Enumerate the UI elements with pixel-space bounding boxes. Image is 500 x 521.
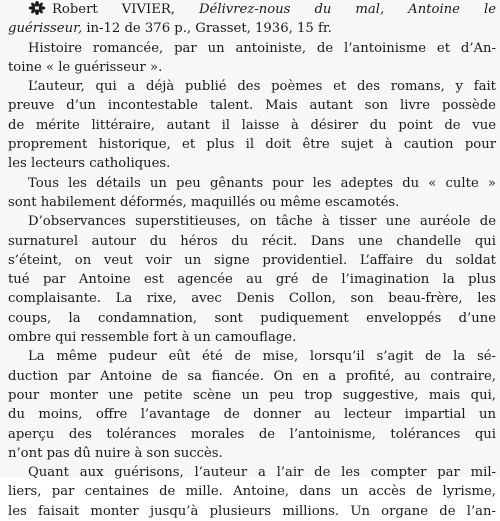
text-line: toine « le guérisseur ». bbox=[8, 59, 163, 75]
review-body bbox=[8, 39, 496, 521]
publication-details: in-12 de 376 p., Grasset, 1936, 15 fr. bbox=[86, 21, 332, 37]
text-line: sont habilement déformés, maquillés ou même escamotés. bbox=[8, 194, 400, 210]
author-name: Robert VIVIER, bbox=[52, 2, 175, 17]
text-line: L’auteur, qui a déjà publié des poèmes et des romans, y fait bbox=[28, 79, 496, 95]
text-line: s’éteint, on veut voir un signe providentiel. L’affaire du soldat bbox=[8, 252, 496, 268]
text-line: La même pudeur eût été de mise, lorsqu’il s’agit de la sé- bbox=[28, 349, 496, 365]
text-line: tué par Antoine est agencée au gré de l’imagination la plus bbox=[8, 272, 496, 288]
asterisk-flower-icon bbox=[28, 1, 46, 15]
text-line: Quant aux guérisons, l’auteur a l’air de les compter par mil- bbox=[28, 465, 496, 481]
text-line: ombre qui ressemble fort à un camouflage. bbox=[8, 330, 297, 346]
bibliographic-entry bbox=[8, 0, 496, 19]
text-line: coups, la condamnation, sont pudiquement enveloppés d’une bbox=[8, 310, 496, 326]
book-title: Délivrez-nous du mal, Antoine le bbox=[198, 2, 496, 17]
text-line: Tous les détails un peu gênants pour les adeptes du « culte » bbox=[28, 175, 496, 191]
text-line: de mérite littéraire, autant il laisse à désirer du point de vue bbox=[8, 117, 496, 133]
bibliographic-entry-continued bbox=[8, 19, 496, 38]
text-line: les lecteurs catholiques. bbox=[8, 156, 171, 172]
text-line: preuve d’un incontestable talent. Mais autant son livre possède bbox=[8, 98, 496, 114]
text-line: les faisait monter jusqu’à plusieurs millions. Un organe de l’an- bbox=[8, 503, 496, 519]
text-line: surnaturel autour du héros du récit. Dans une chandelle qui bbox=[8, 233, 496, 249]
text-line: complaisante. La rixe, avec Denis Collon, son beau-frère, les bbox=[8, 291, 496, 307]
text-line: proprement historique, et plus il doit être sujet à caution pour bbox=[8, 137, 496, 153]
text-line: n’ont pas dû nuire à son succès. bbox=[8, 445, 223, 461]
text-line: aperçu des tolérances morales de l’antoinisme, tolérances qui bbox=[8, 426, 496, 442]
book-title-continued: guérisseur, bbox=[8, 21, 83, 37]
text-line: liers, par centaines de mille. Antoine, dans un accès de lyrisme, bbox=[8, 484, 496, 500]
text-line: du moins, offre l’avantage de donner au lecteur impartial un bbox=[8, 407, 496, 423]
text-line: duction par Antoine de sa fiancée. On en a profité, au contraire, bbox=[8, 368, 496, 384]
text-line: Histoire romancée, par un antoiniste, de l’antoinisme et d’An- bbox=[28, 40, 496, 56]
text-line: D’observances superstitieuses, on tâche à tisser une auréole de bbox=[28, 214, 496, 230]
text-line: pour monter une petite scène un peu trop suggestive, mais qui, bbox=[8, 387, 496, 403]
